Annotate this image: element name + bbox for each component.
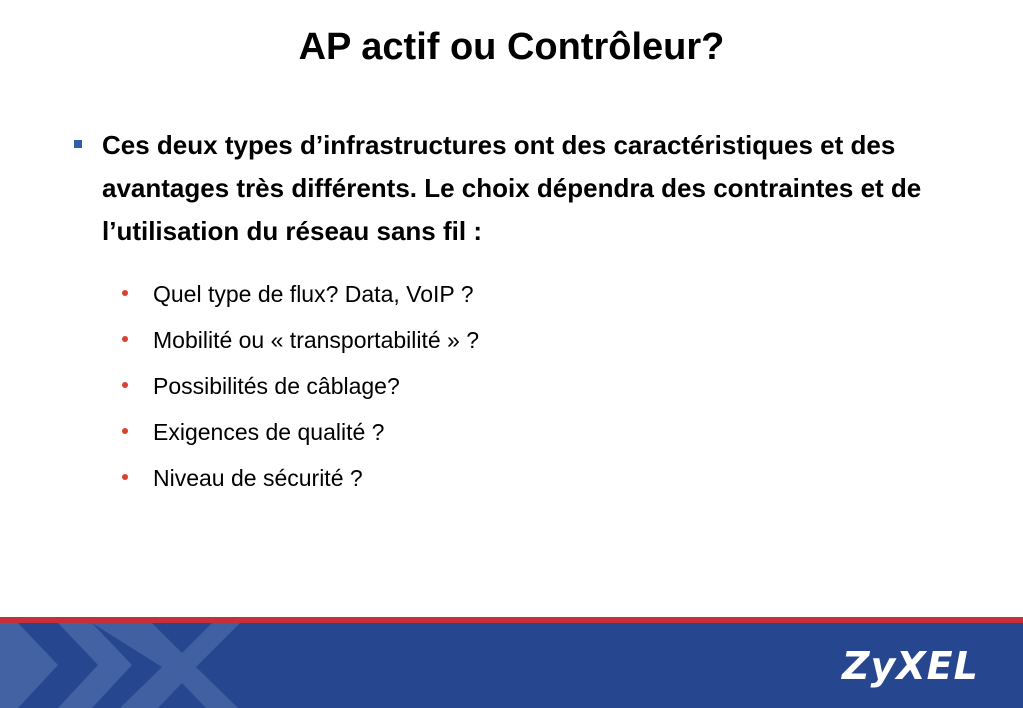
main-bullet-text: Ces deux types d’infrastructures ont des caractéristiques et des avantages très différents. Le choix dépendra des contraintes et de l’utilisation du réseau sans fil : [102, 130, 922, 246]
sub-bullet-text: Niveau de sécurité ? [153, 465, 363, 491]
sub-bullet-text: Possibilités de câblage? [153, 373, 400, 399]
slide-title: AP actif ou Contrôleur? [298, 26, 725, 68]
sub-bullet-item [118, 276, 818, 322]
sub-bullet-item [118, 368, 818, 414]
sub-bullet-text: Quel type de flux? Data, VoIP ? [153, 281, 474, 307]
bullet-dot-icon [122, 382, 128, 388]
sub-bullet-item [118, 460, 818, 506]
bullet-dot-icon [122, 428, 128, 434]
footer-band [0, 623, 1023, 708]
bullet-dot-icon [122, 290, 128, 296]
sub-bullet-text: Exigences de qualité ? [153, 419, 385, 445]
bullet-dot-icon [122, 336, 128, 342]
sub-bullet-text: Mobilité ou « transportabilité » ? [153, 327, 480, 353]
sub-bullet-item [118, 322, 818, 368]
square-bullet-icon [74, 140, 82, 148]
logo-text: ZyXEL [842, 644, 979, 688]
sub-bullet-list [118, 276, 818, 506]
bullet-dot-icon [122, 474, 128, 480]
sub-bullet-item [118, 414, 818, 460]
